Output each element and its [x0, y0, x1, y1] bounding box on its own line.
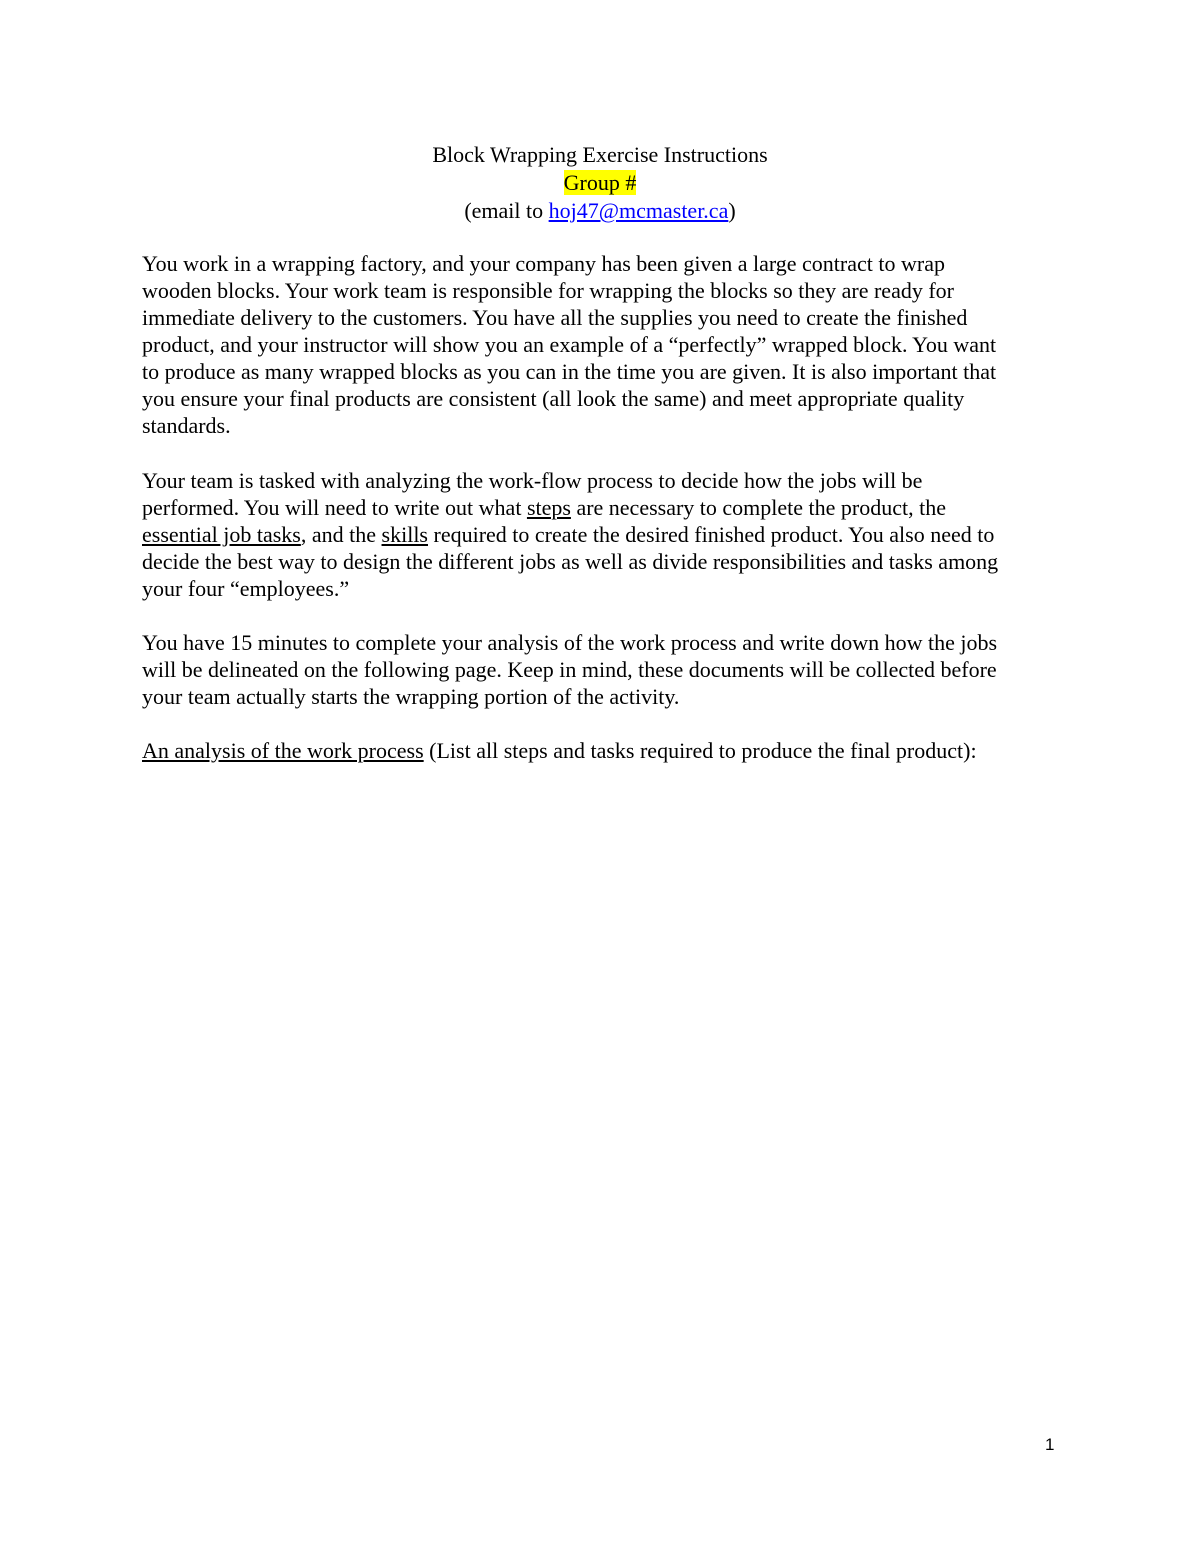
document-title: Block Wrapping Exercise Instructions	[432, 142, 768, 167]
paragraph-task	[142, 467, 1062, 602]
paragraph-time	[142, 629, 1062, 710]
paragraph-line	[142, 521, 1062, 548]
analysis-note: (List all steps and tasks required to produce the final product):	[423, 738, 977, 763]
paragraph-line: Your team is tasked with analyzing the work-flow process to decide how the jobs will be	[142, 468, 923, 493]
text-span: , and the	[300, 522, 382, 547]
paragraph-line: to produce as many wrapped blocks as you can in the time you are given. It is also important that	[142, 359, 997, 384]
group-number-label: Group #	[563, 170, 637, 195]
page-number: 1	[1045, 1435, 1055, 1454]
paragraph-line: your four “employees.”	[142, 576, 350, 601]
essential-job-tasks-term: essential job tasks	[142, 522, 301, 547]
paragraph-line: You work in a wrapping factory, and your company has been given a large contract to wrap	[142, 251, 945, 276]
text-span: required to create the desired finished product. You also need to	[428, 522, 995, 547]
text-span: performed. You will need to write out what	[142, 495, 527, 520]
paragraph-line: You have 15 minutes to complete your analysis of the work process and write down how the jobs	[142, 630, 998, 655]
document-header	[0, 141, 1200, 225]
paragraph-line: standards.	[142, 413, 231, 438]
steps-term: steps	[526, 495, 571, 520]
paragraph-line: will be delineated on the following page. Keep in mind, these documents will be collected before	[142, 657, 997, 682]
analysis-line	[142, 737, 1062, 764]
skills-term: skills	[381, 522, 428, 547]
paragraph-line: your team actually starts the wrapping portion of the activity.	[142, 684, 680, 709]
analysis-heading: An analysis of the work process	[142, 738, 424, 763]
paragraph-intro	[142, 250, 1062, 439]
email-suffix: )	[728, 198, 736, 223]
paragraph-line	[142, 494, 1062, 521]
paragraph-line: immediate delivery to the customers. You have all the supplies you need to create the finished	[142, 305, 968, 330]
email-line	[0, 197, 1200, 225]
paragraph-line: product, and your instructor will show you an example of a “perfectly” wrapped block. You want	[142, 332, 997, 357]
paragraph-line: decide the best way to design the different jobs as well as divide responsibilities and tasks among	[142, 549, 999, 574]
analysis-section	[142, 737, 1062, 764]
paragraph-line: wooden blocks. Your work team is responsible for wrapping the blocks so they are ready for	[142, 278, 954, 303]
paragraph-line: you ensure your final products are consistent (all look the same) and meet appropriate quality	[142, 386, 965, 411]
email-prefix: (email to	[464, 198, 549, 223]
text-span: are necessary to complete the product, the	[570, 495, 947, 520]
email-link[interactable]: hoj47@mcmaster.ca	[548, 198, 729, 223]
group-number-line	[0, 169, 1200, 197]
